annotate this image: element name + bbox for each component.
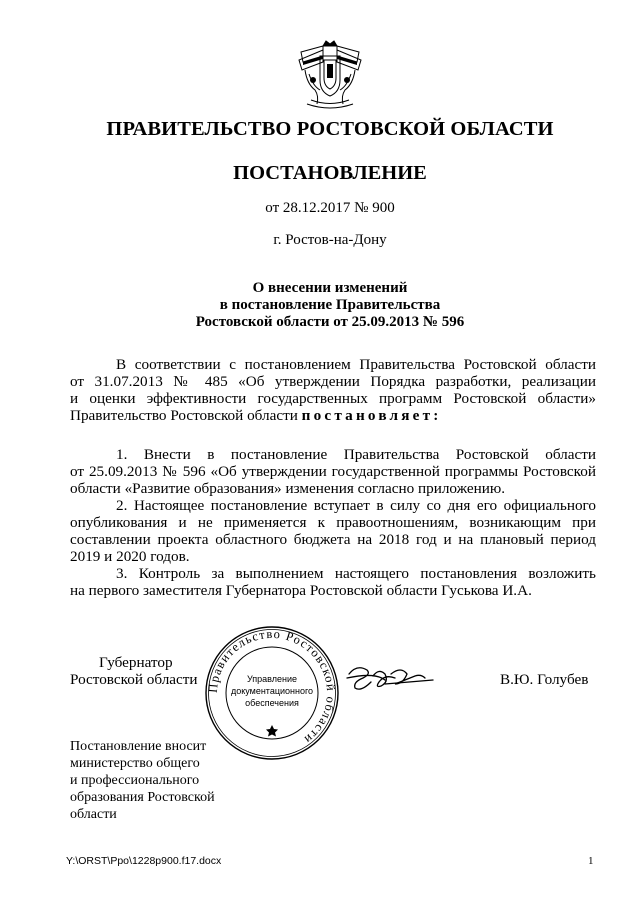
- subject-line: в постановление Правительства: [219, 297, 441, 313]
- decree-word: постановляет:: [301, 407, 442, 424]
- item-line: 2. Настоящее постановление вступает в силу со дня его официального: [116, 497, 596, 514]
- preamble-paragraph: [70, 356, 596, 424]
- stamp-inner-line: Управление: [246, 674, 298, 684]
- organization-title: ПРАВИТЕЛЬСТВО РОСТОВСКОЙ ОБЛАСТИ: [106, 118, 554, 140]
- preamble-line: и оценки эффективности государственных программ Ростовской области»: [70, 390, 596, 407]
- item-line: от 25.09.2013 № 596 «Об утверждении государственной программы Ростовской: [70, 463, 596, 480]
- item-line: 2019 и 2020 годов.: [70, 548, 190, 565]
- preamble-line: В соответствии с постановлением Правительства Ростовской области: [116, 356, 596, 373]
- note-line: образования Ростовской: [70, 790, 215, 805]
- stamp-ring-text: Правительство Ростовской области: [205, 626, 339, 748]
- note-line: министерство общего: [70, 756, 200, 771]
- signatory-title: [70, 654, 205, 688]
- footer-page-number: 1: [588, 855, 594, 867]
- item-line: области «Развитие образования» изменения согласно приложению.: [70, 480, 506, 497]
- item-line: составлении проекта областного бюджета на 2018 год и на плановый период: [70, 531, 596, 548]
- item-line: на первого заместителя Губернатора Ростовской области Гуськова И.А.: [70, 582, 532, 599]
- note-line: области: [70, 807, 117, 822]
- item-paragraph-1: [70, 446, 596, 497]
- preamble-line-text: Правительство Ростовской области: [70, 407, 298, 424]
- preamble-line: от 31.07.2013 № 485 «Об утверждении Порядка разработки, реализации: [70, 373, 596, 390]
- document-type-title: ПОСТАНОВЛЕНИЕ: [233, 162, 427, 184]
- document-city: г. Ростов-на-Дону: [273, 232, 387, 248]
- preamble-line: [70, 407, 596, 424]
- item-line: 3. Контроль за выполнением настоящего постановления возложить: [116, 565, 596, 582]
- signatory-title-line: Ростовской области: [70, 671, 198, 688]
- footer-file-path: Y:\ORST\Ppo\1228p900.f17.docx: [66, 855, 222, 867]
- stamp-inner-line: обеспечения: [245, 698, 299, 708]
- signatory-title-line: Губернатор: [99, 654, 173, 671]
- coat-of-arms-emblem: [293, 40, 367, 112]
- note-line: Постановление вносит: [70, 739, 207, 754]
- item-paragraph-2: [70, 497, 596, 565]
- subject-line: О внесении изменений: [252, 280, 408, 296]
- note-line: и профессионального: [70, 773, 200, 788]
- document-date-number: от 28.12.2017 № 900: [265, 200, 395, 216]
- stamp-inner-line: документационного: [230, 686, 314, 696]
- signatory-name: В.Ю. Голубев: [500, 671, 589, 688]
- handwritten-signature: [345, 660, 435, 696]
- subject-line: Ростовской области от 25.09.2013 № 596: [195, 314, 465, 330]
- star-icon: [266, 725, 278, 737]
- item-paragraph-3: [70, 565, 596, 599]
- submitted-by-note: [70, 738, 240, 823]
- item-line: 1. Внести в постановление Правительства Ростовской области: [116, 446, 596, 463]
- item-line: опубликования и не применяется к правоотношениям, возникающим при: [70, 514, 596, 531]
- document-subject: [60, 280, 600, 331]
